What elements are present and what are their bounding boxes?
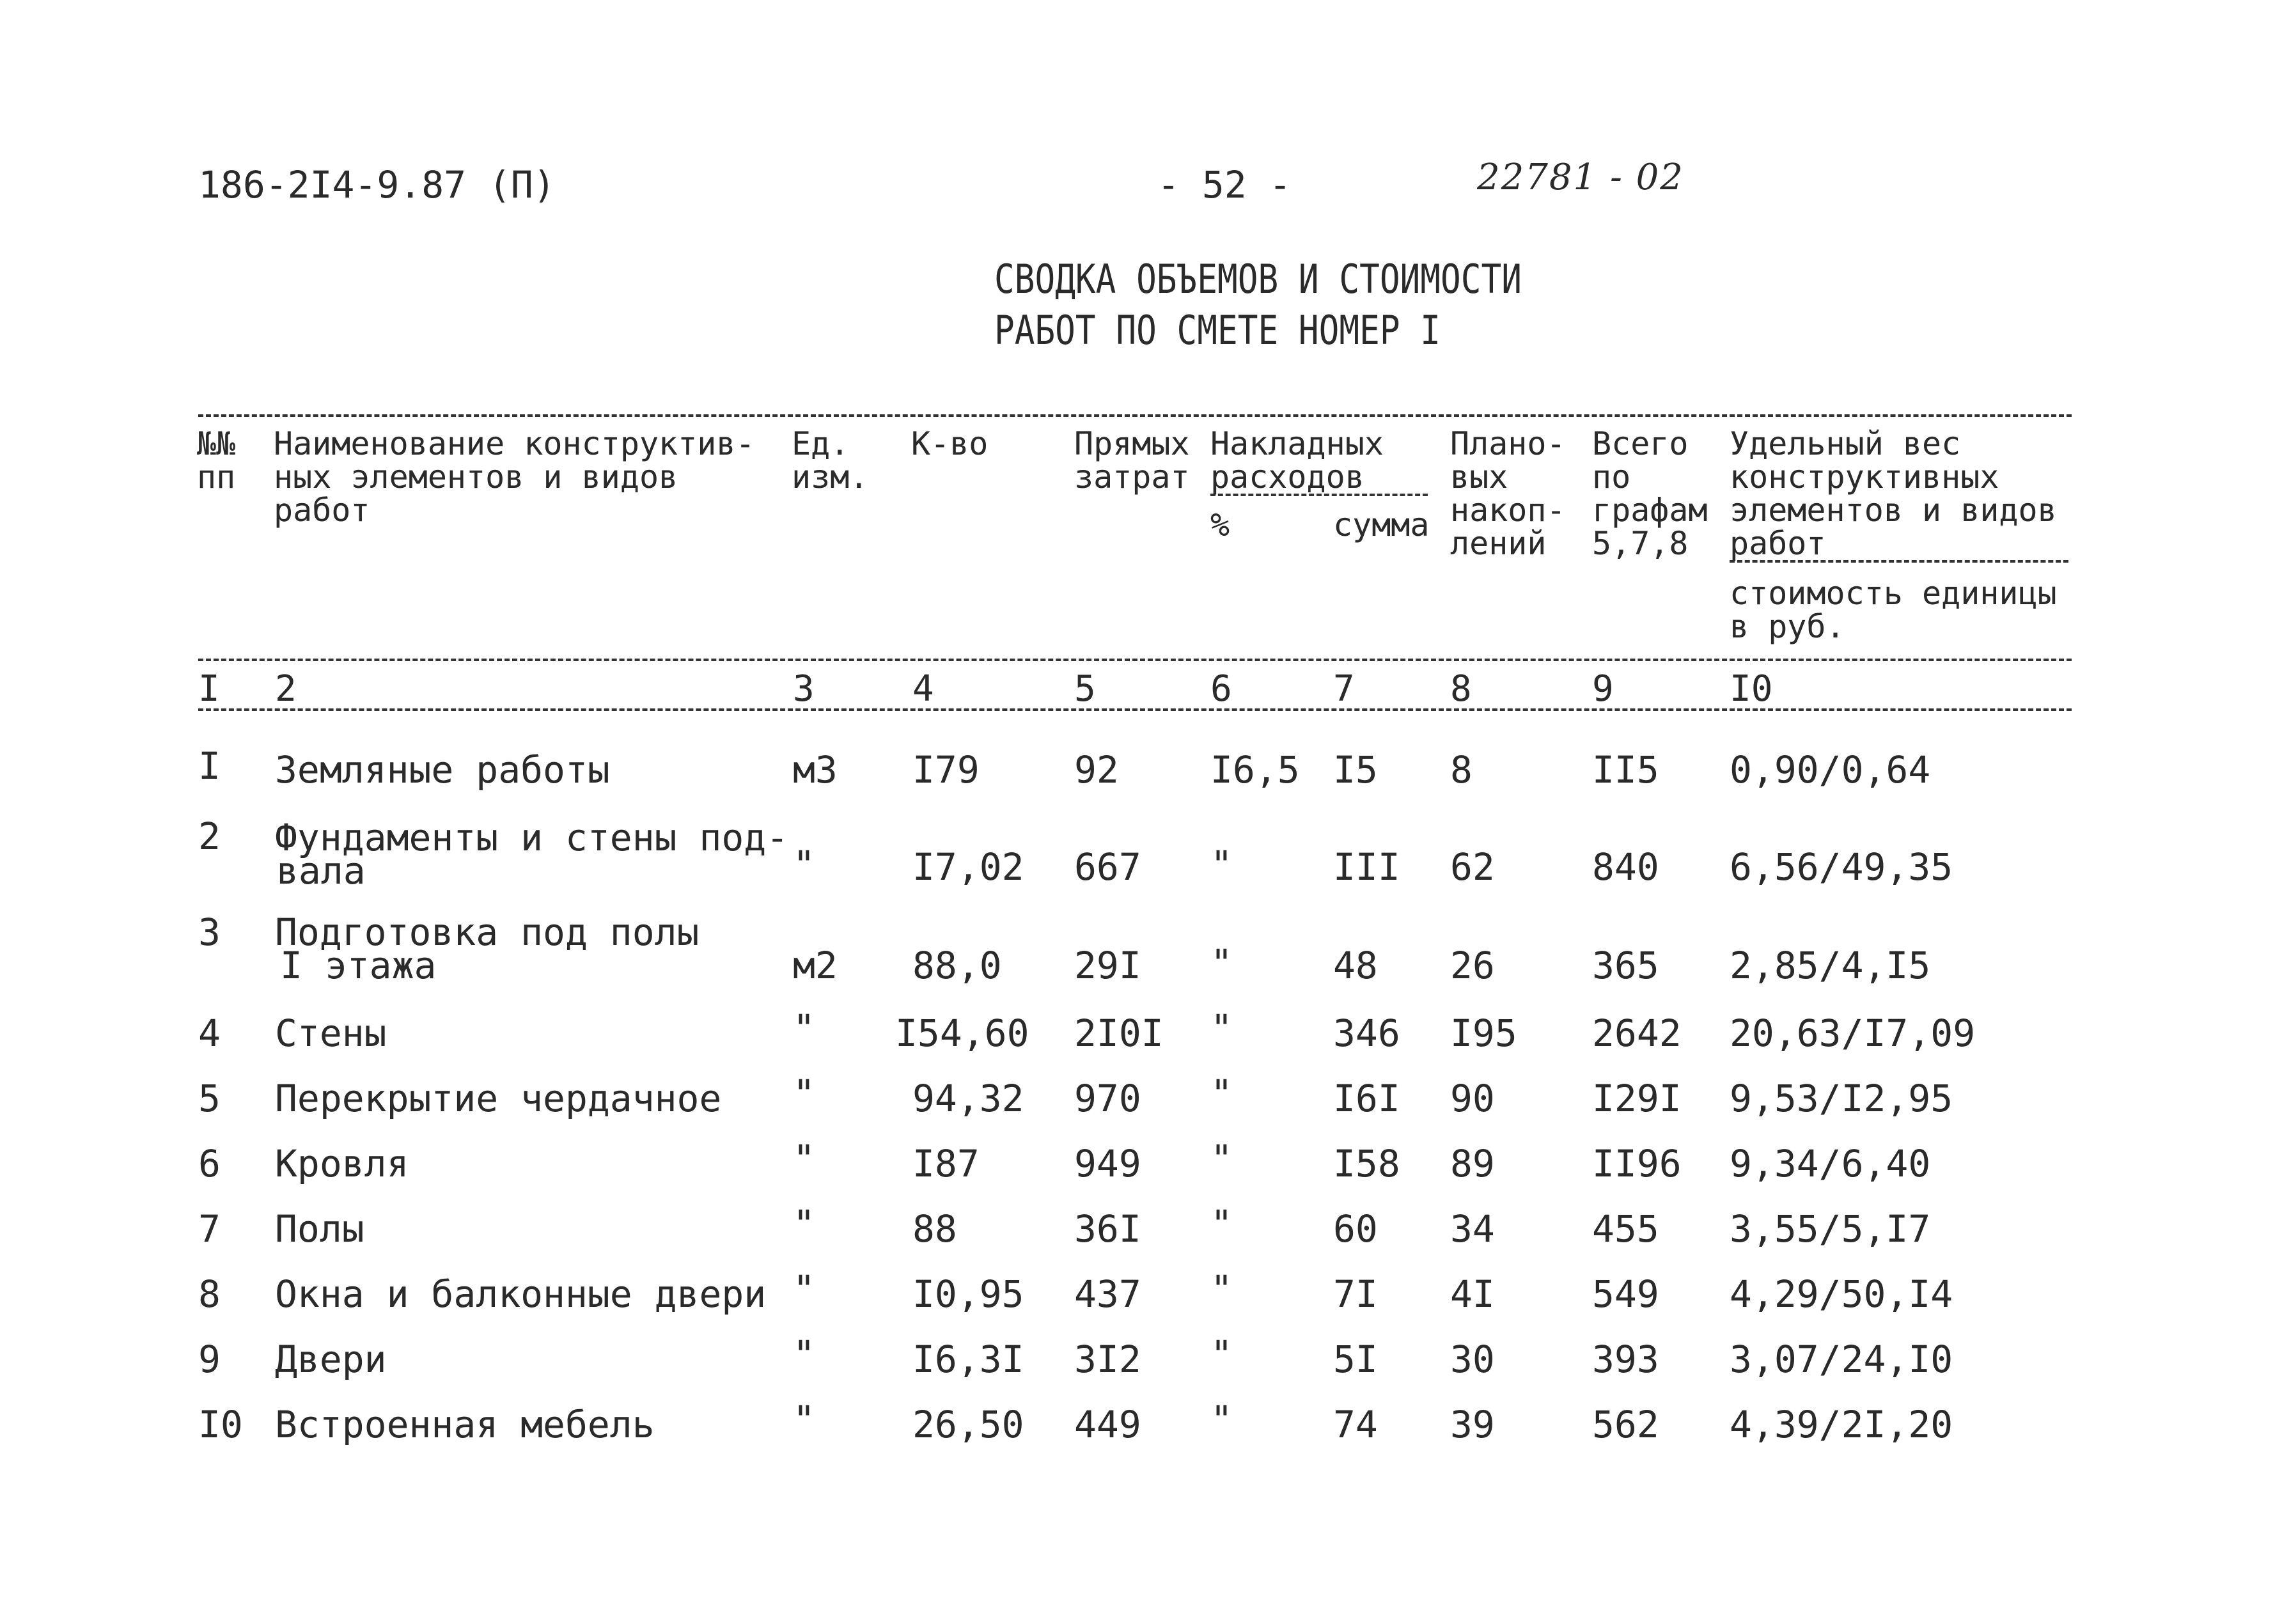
row-unit-cost: 4,39/2I,20 <box>1730 1403 1953 1446</box>
row-qty: 26,50 <box>912 1403 1024 1446</box>
row-unit-cost: 2,85/4,I5 <box>1730 944 1931 987</box>
row-direct: 437 <box>1074 1272 1141 1316</box>
row-total: 840 <box>1592 845 1659 889</box>
colnum-3: 3 <box>793 668 815 710</box>
row-qty: 88,0 <box>912 944 1002 987</box>
header-top-rule <box>198 414 2072 417</box>
row-overhead-sum: 60 <box>1333 1207 1378 1251</box>
row-planned: 90 <box>1450 1077 1495 1120</box>
row-unit-cost: 9,53/I2,95 <box>1730 1077 1953 1120</box>
colnum-8: 8 <box>1450 668 1472 710</box>
row-direct: 92 <box>1074 748 1119 792</box>
row-direct: 29I <box>1074 944 1141 987</box>
row-overhead-pct: " <box>1210 1202 1233 1245</box>
row-unit-cost: 3,07/24,I0 <box>1730 1338 1953 1381</box>
row-overhead-pct: I6,5 <box>1210 748 1300 792</box>
row-number: 7 <box>198 1207 221 1251</box>
header-col-10: Удельный вес конструктивных элементов и видов работ <box>1730 427 2068 563</box>
row-qty: I79 <box>912 748 980 792</box>
row-overhead-pct: " <box>1210 1267 1233 1311</box>
row-overhead-sum: 7I <box>1333 1272 1378 1316</box>
row-name: Двери <box>275 1338 387 1381</box>
row-name: Земляные работы <box>275 748 610 792</box>
row-unit: " <box>793 1072 815 1115</box>
row-unit-cost: 20,63/I7,09 <box>1730 1011 1976 1055</box>
header-col-7: сумма <box>1333 506 1430 543</box>
row-name: Подготовка под полы I этажа <box>275 910 699 987</box>
row-name: Перекрытие чердачное <box>275 1077 722 1120</box>
header-col-3: Ед. изм. <box>792 425 869 496</box>
row-unit: м3 <box>793 748 838 792</box>
row-overhead-sum: 346 <box>1333 1011 1400 1055</box>
row-qty: I7,02 <box>912 845 1024 889</box>
row-qty: I6,3I <box>912 1338 1024 1381</box>
row-unit: " <box>793 1202 815 1245</box>
title-line-2: РАБОТ ПО СМЕТЕ НОМЕР I <box>994 307 1441 354</box>
row-unit: " <box>793 1267 815 1311</box>
row-planned: 89 <box>1450 1142 1495 1185</box>
header-col-5: Прямых затрат <box>1074 425 1190 496</box>
row-unit-cost: 4,29/50,I4 <box>1730 1272 1953 1316</box>
row-number: 2 <box>198 815 221 858</box>
row-number: 4 <box>198 1011 221 1055</box>
row-planned: 8 <box>1450 748 1473 792</box>
row-number: 3 <box>198 910 221 954</box>
row-qty: I54,60 <box>895 1011 1029 1055</box>
row-overhead-pct: " <box>1210 1398 1233 1441</box>
row-overhead-pct: " <box>1210 1332 1233 1376</box>
row-number: 8 <box>198 1272 221 1316</box>
header-col-10-sub: стоимость единицы в руб. <box>1730 575 2057 645</box>
colnum-2: 2 <box>275 668 297 710</box>
row-unit: " <box>793 1332 815 1376</box>
row-total: II5 <box>1592 748 1659 792</box>
header-col-6-7: Накладных расходов <box>1210 427 1428 496</box>
row-planned: 4I <box>1450 1272 1495 1316</box>
header-col-9: Всего по графам 5,7,8 <box>1592 425 1708 562</box>
row-planned: 26 <box>1450 944 1495 987</box>
row-overhead-sum: I5 <box>1333 748 1378 792</box>
row-direct: 449 <box>1074 1403 1141 1446</box>
row-name: Стены <box>275 1011 387 1055</box>
row-overhead-pct: " <box>1210 1072 1233 1115</box>
row-unit-cost: 3,55/5,I7 <box>1730 1207 1931 1251</box>
row-overhead-sum: 5I <box>1333 1338 1378 1381</box>
row-unit: м2 <box>793 944 838 987</box>
row-qty: I87 <box>912 1142 980 1185</box>
row-number: I <box>198 744 221 788</box>
page-number: - 52 - <box>1157 163 1292 207</box>
row-unit-cost: 0,90/0,64 <box>1730 748 1931 792</box>
title-line-1: СВОДКА ОБЪЕМОВ И СТОИМОСТИ <box>994 256 1522 302</box>
row-direct: 949 <box>1074 1142 1141 1185</box>
row-number: 6 <box>198 1142 221 1185</box>
colnum-1: I <box>198 668 220 710</box>
row-direct: 36I <box>1074 1207 1141 1251</box>
row-overhead-sum: I58 <box>1333 1142 1400 1185</box>
header-col-1: №№ пп <box>197 425 236 496</box>
row-overhead-sum: I6I <box>1333 1077 1400 1120</box>
row-name: Кровля <box>275 1142 409 1185</box>
row-unit: " <box>793 1006 815 1050</box>
colnum-4: 4 <box>912 668 934 710</box>
row-total: II96 <box>1592 1142 1682 1185</box>
row-total: 365 <box>1592 944 1659 987</box>
row-direct: 970 <box>1074 1077 1141 1120</box>
row-direct: 2I0I <box>1074 1011 1164 1055</box>
row-planned: 34 <box>1450 1207 1495 1251</box>
handwritten-number: 22781 - 02 <box>1477 157 1684 198</box>
row-total: 455 <box>1592 1207 1659 1251</box>
row-unit: " <box>793 1398 815 1441</box>
row-name: Фундаменты и стены под- вала <box>275 816 789 893</box>
row-unit: " <box>793 1137 815 1180</box>
row-total: I29I <box>1592 1077 1682 1120</box>
row-name: Окна и балконные двери <box>275 1272 767 1316</box>
colnum-9: 9 <box>1592 668 1614 710</box>
header-col-4: К-во <box>911 425 989 462</box>
header-bottom-rule <box>198 659 2072 661</box>
row-name: Полы <box>275 1207 364 1251</box>
row-planned: 62 <box>1450 845 1495 889</box>
header-col-8: Плано- вых накоп- лений <box>1450 425 1566 562</box>
row-unit-cost: 9,34/6,40 <box>1730 1142 1931 1185</box>
colnum-5: 5 <box>1074 668 1096 710</box>
header-col-6: % <box>1210 506 1230 543</box>
row-number: 5 <box>198 1077 221 1120</box>
row-direct: 3I2 <box>1074 1338 1141 1381</box>
row-overhead-pct: " <box>1210 843 1233 886</box>
header-col-2: Наименование конструктив- ных элементов и видов работ <box>274 425 755 529</box>
row-overhead-sum: 48 <box>1333 944 1378 987</box>
row-overhead-sum: III <box>1333 845 1400 889</box>
colnum-bottom-rule <box>198 708 2072 711</box>
row-overhead-sum: 74 <box>1333 1403 1378 1446</box>
row-total: 549 <box>1592 1272 1659 1316</box>
row-direct: 667 <box>1074 845 1141 889</box>
row-name: Встроенная мебель <box>275 1403 655 1446</box>
row-total: 393 <box>1592 1338 1659 1381</box>
row-qty: 88 <box>912 1207 957 1251</box>
row-number: 9 <box>198 1338 221 1381</box>
document-code: 186-2I4-9.87 (П) <box>198 163 556 207</box>
row-overhead-pct: " <box>1210 1006 1233 1050</box>
row-total: 2642 <box>1592 1011 1682 1055</box>
row-planned: 30 <box>1450 1338 1495 1381</box>
row-total: 562 <box>1592 1403 1659 1446</box>
row-qty: I0,95 <box>912 1272 1024 1316</box>
row-qty: 94,32 <box>912 1077 1024 1120</box>
row-number: I0 <box>198 1403 243 1446</box>
row-planned: I95 <box>1450 1011 1517 1055</box>
row-unit-cost: 6,56/49,35 <box>1730 845 1953 889</box>
colnum-10: I0 <box>1730 668 1773 710</box>
colnum-7: 7 <box>1333 668 1355 710</box>
row-overhead-pct: " <box>1210 941 1233 985</box>
row-unit: " <box>793 843 815 886</box>
row-overhead-pct: " <box>1210 1137 1233 1180</box>
colnum-6: 6 <box>1210 668 1232 710</box>
row-planned: 39 <box>1450 1403 1495 1446</box>
